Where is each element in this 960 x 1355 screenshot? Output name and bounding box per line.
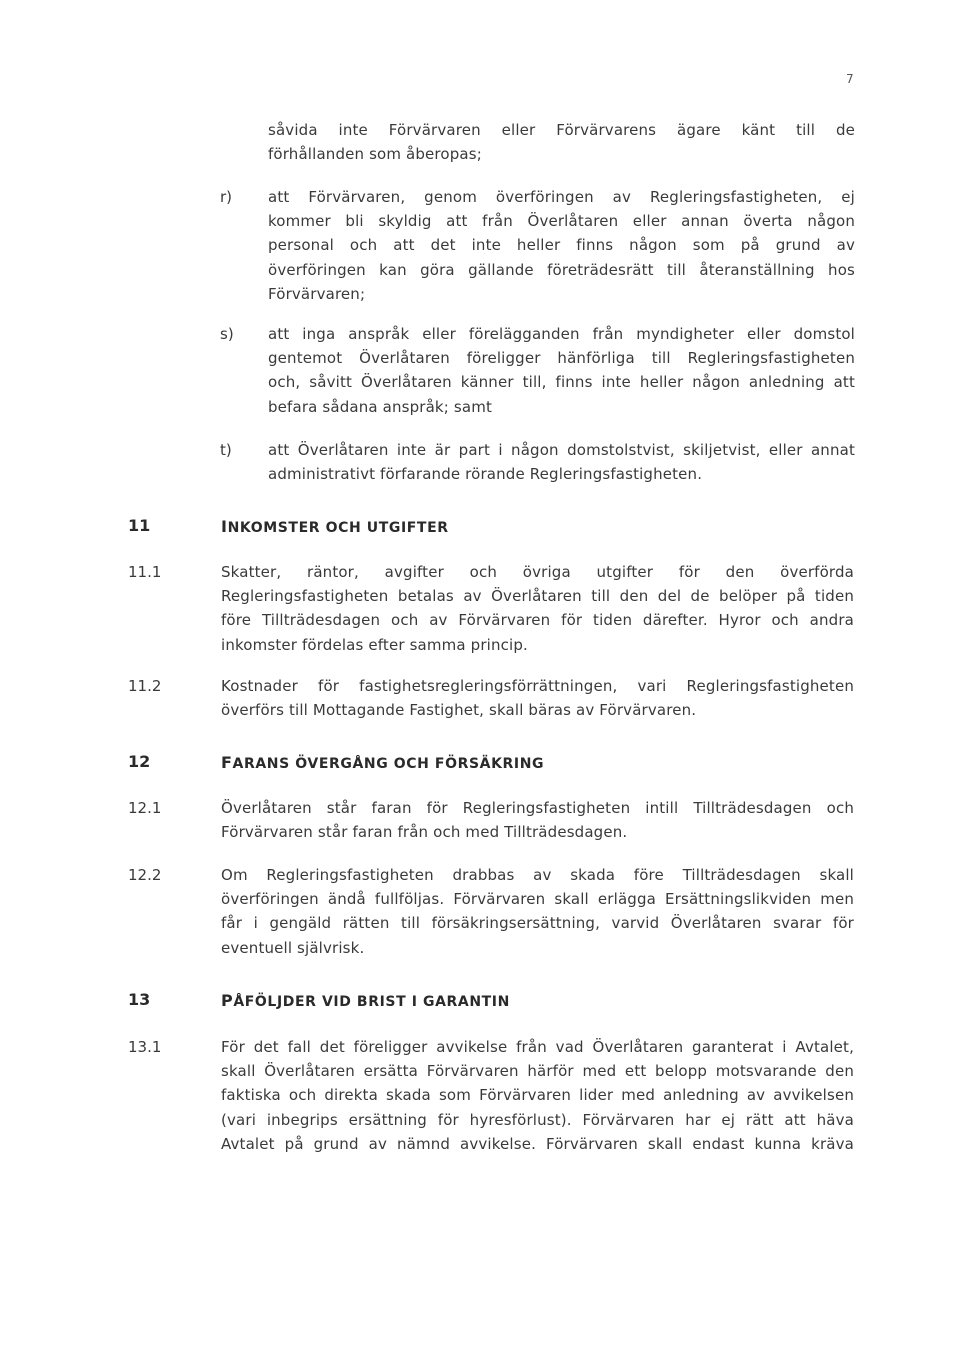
- clause-text: [221, 560, 854, 657]
- text-line: före Tillträdesdagen och av Förvärvaren för tiden därefter. Hyror och andra: [221, 611, 854, 630]
- section-title-rest: NKOMSTER OCH UTGIFTER: [227, 520, 449, 536]
- clause-number: 11.1: [128, 563, 162, 581]
- list-item-s: [268, 322, 855, 419]
- section-title-rest: ÅFÖLJDER VID BRIST I GARANTIN: [233, 994, 510, 1010]
- text-line: administrativt förfarande rörande Regleringsfastigheten.: [268, 465, 703, 484]
- section-title-rest: ARANS ÖVERGÅNG OCH FÖRSÄKRING: [232, 756, 545, 772]
- text-line: faktiska och direkta skada som Förvärvaren lider med anledning av avvikelsen: [221, 1086, 854, 1105]
- text-line: överförs till Mottagande Fastighet, skall bäras av Förvärvaren.: [221, 701, 697, 720]
- text-line: Förvärvaren står faran från och med Tillträdesdagen.: [221, 823, 628, 842]
- section-title-initial: F: [221, 753, 233, 772]
- text-line: överföringen kan göra gällande företrädesrätt till återanställning hos: [268, 260, 855, 279]
- page-number: 7: [846, 72, 854, 86]
- clause-text: [221, 1035, 854, 1156]
- text-line: Avtalet på grund av nämnd avvikelse. Förvärvaren skall endast kunna kräva: [221, 1134, 854, 1153]
- text-line: och, såvitt Överlåtaren känner till, finns inte heller någon anledning att: [268, 373, 855, 392]
- text-line: skall Överlåtaren ersätta Förvärvaren härför med ett belopp motsvarande den: [221, 1062, 854, 1081]
- section-number: 13: [128, 990, 151, 1009]
- section-number: 12: [128, 752, 151, 771]
- text-line: eventuell självrisk.: [221, 938, 365, 957]
- text-line: Förvärvaren;: [268, 284, 366, 303]
- text-line: Kostnader för fastighetsregleringsförrättningen, vari Regleringsfastigheten: [221, 677, 854, 695]
- text-line: inkomster fördelas efter samma princip.: [221, 635, 528, 654]
- text-line: får i gengäld rätten till försäkringsersättning, varvid Överlåtaren svarar för: [221, 914, 854, 933]
- text-line: att Överlåtaren inte är part i någon domstolstvist, skiljetvist, eller annat: [268, 441, 855, 459]
- clause-text: [221, 863, 854, 960]
- text-line: befara sådana anspråk; samt: [268, 397, 492, 416]
- clause-text: [221, 674, 854, 722]
- list-item-r: [268, 185, 855, 306]
- section-title-initial: P: [221, 991, 234, 1010]
- text-line: gentemot Överlåtaren föreligger hänförliga till Regleringsfastigheten: [268, 349, 855, 368]
- list-item-continuation: [268, 118, 855, 166]
- text-line: överföringen ändå fullföljas. Förvärvaren skall erlägga Ersättningslikviden men: [221, 890, 854, 909]
- text-line: att Förvärvaren, genom överföringen av Regleringsfastigheten, ej: [268, 188, 855, 206]
- text-line: Om Regleringsfastigheten drabbas av skada före Tillträdesdagen skall: [221, 866, 854, 884]
- text-line: Skatter, räntor, avgifter och övriga utgifter för den överförda: [221, 563, 854, 581]
- text-line: Överlåtaren står faran för Regleringsfastigheten intill Tillträdesdagen och: [221, 799, 854, 817]
- text-line: kommer bli skyldig att från Överlåtaren eller annan överta någon: [268, 212, 855, 231]
- text-line: Regleringsfastigheten betalas av Överlåtaren till den del de belöper på tiden: [221, 587, 854, 606]
- section-title: [221, 753, 544, 772]
- section-title: [221, 991, 510, 1010]
- clause-number: 12.2: [128, 866, 162, 884]
- clause-number: 13.1: [128, 1038, 162, 1056]
- text-line: förhållanden som åberopas;: [268, 145, 482, 164]
- text-line: (vari inbegrips ersättning för hyresförlust). Förvärvaren har ej rätt att häva: [221, 1110, 854, 1129]
- list-item-label: r): [220, 188, 233, 206]
- text-line: att inga anspråk eller förelägganden från myndigheter eller domstol: [268, 325, 855, 343]
- clause-number: 11.2: [128, 677, 162, 695]
- list-item-t: [268, 438, 855, 486]
- clause-text: [221, 796, 854, 844]
- text-line: personal och att det inte heller finns någon som på grund av: [268, 236, 855, 255]
- clause-number: 12.1: [128, 799, 162, 817]
- text-line: För det fall det föreligger avvikelse från vad Överlåtaren garanterat i Avtalet,: [221, 1038, 854, 1056]
- list-item-label: t): [220, 441, 232, 459]
- section-number: 11: [128, 516, 151, 535]
- list-item-label: s): [220, 325, 234, 343]
- text-line: såvida inte Förvärvaren eller Förvärvarens ägare känt till de: [268, 121, 855, 139]
- section-title: [221, 517, 449, 536]
- section-title-initial: I: [221, 517, 228, 536]
